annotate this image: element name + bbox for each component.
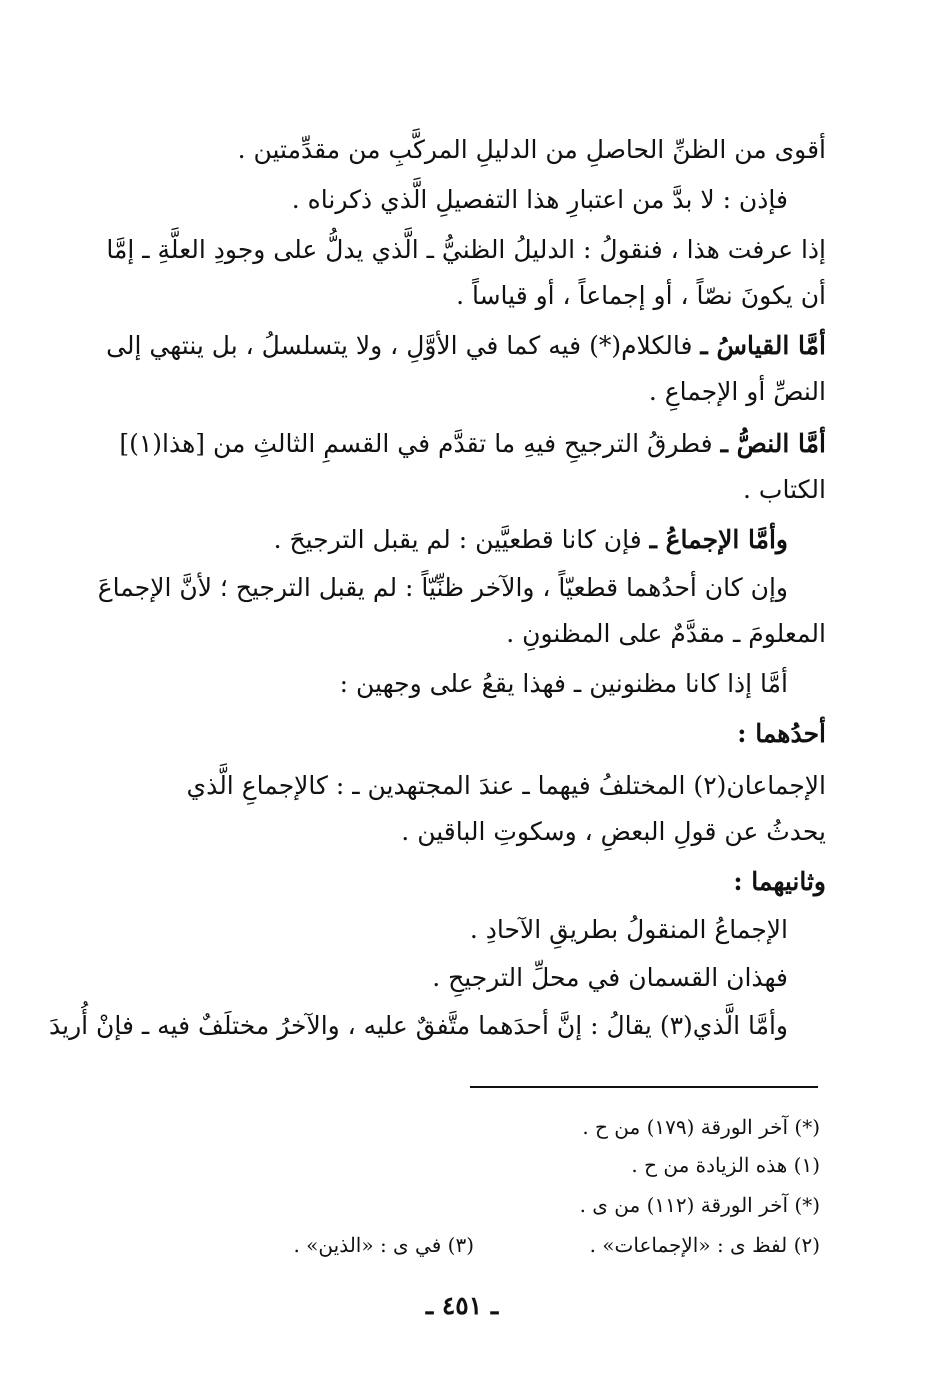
line-text: وإن كان أحدُهما قطعيّاً ، والآخر ظنِّيّاً : لم يقبل الترجيح ؛ لأنَّ الإجماعَ (97, 573, 788, 602)
line-text: أقوى من الظنِّ الحاصلِ من الدليلِ المركَّبِ من مقدِّمتين . (237, 135, 826, 164)
heading-first: أحدُهما : (737, 719, 826, 748)
footnote-text: (٢) لفظ ى : «الإجماعات» . (589, 1233, 820, 1257)
body-line-9 (274, 520, 788, 560)
section-lead-qiyas: أمَّا القياسُ ـ (700, 331, 826, 360)
body-line-10 (98, 568, 788, 608)
line-text: فالكلام(*) فيه كما في الأوَّلِ ، ولا يتسلسلُ ، بل ينتهي إلى (106, 331, 693, 360)
footnote-3 (580, 1188, 820, 1222)
body-line-16 (733, 862, 826, 902)
line-text: الكتاب . (743, 475, 826, 504)
body-line-17 (470, 910, 788, 950)
body-line-6 (649, 372, 826, 412)
body-line-5 (106, 326, 826, 366)
heading-second: وثانيهما : (733, 867, 826, 896)
body-line-4 (456, 276, 826, 316)
footnote-1 (582, 1110, 820, 1144)
line-text: فطرقُ الترجيحِ فيهِ ما تقدَّم في القسمِ الثالثِ من [هذا(١)] (119, 429, 713, 458)
footnote-text: (١) هذه الزيادة من ح . (631, 1153, 820, 1177)
body-line-8 (743, 470, 826, 510)
line-text: فإن كانا قطعيَّين : لم يقبل الترجيحَ . (273, 525, 642, 554)
footnote-text: (٣) في ى : «الذين» . (293, 1233, 474, 1257)
body-line-7 (119, 424, 826, 464)
section-lead-ijma: وأمَّا الإجماعُ ـ (649, 525, 788, 554)
page-number: ـ ٤٥١ ـ (425, 1291, 499, 1320)
body-line-3 (106, 230, 826, 270)
line-text: وأمَّا الَّذي(٣) يقالُ : إنَّ أحدَهما متَّفقٌ عليه ، والآخرُ مختلَفٌ فيه ـ فإنْ أُريدَ (48, 1011, 788, 1040)
line-text: فإذن : لا بدَّ من اعتبارِ هذا التفصيلِ الَّذي ذكرناه . (291, 185, 788, 214)
body-line-1 (238, 130, 826, 170)
line-text: إذا عرفت هذا ، فنقولُ : الدليلُ الظنيُّ ـ الَّذي يدلُّ على وجودِ العلَّةِ ـ إمَّا (106, 235, 826, 264)
line-text: الإجماعُ المنقولُ بطريقِ الآحادِ . (469, 915, 788, 944)
body-line-14 (187, 766, 827, 806)
footnote-4 (590, 1228, 820, 1262)
body-text (48, 0, 826, 1060)
line-text: الإجماعان(٢) المختلفُ فيهما ـ عندَ المجتهدين ـ : كالإجماعِ الَّذي (186, 771, 826, 800)
body-line-15 (401, 812, 826, 852)
footnote-5 (293, 1228, 474, 1262)
footnote-text: (*) آخر الورقة (١٧٩) من ح . (582, 1115, 820, 1139)
body-line-19 (49, 1006, 788, 1046)
body-line-11 (506, 614, 826, 654)
line-text: أن يكونَ نصّاً ، أو إجماعاً ، أو قياساً . (456, 281, 826, 310)
line-text: أمَّا إذا كانا مظنونين ـ فهذا يقعُ على وجهين : (339, 669, 788, 698)
line-text: يحدثُ عن قولِ البعضِ ، وسكوتِ الباقين . (401, 817, 826, 846)
body-line-2 (292, 180, 788, 220)
line-text: فهذان القسمان في محلِّ الترجيحِ . (432, 963, 788, 992)
footnote-text: (*) آخر الورقة (١١٢) من ى . (579, 1193, 820, 1217)
footnote-2 (631, 1148, 820, 1182)
line-text: النصِّ أو الإجماعِ . (648, 377, 826, 406)
body-line-13 (737, 714, 826, 754)
footnote-divider (470, 1086, 818, 1088)
line-text: المعلومَ ـ مقدَّمٌ على المظنونِ . (506, 619, 826, 648)
section-lead-nass: أمَّا النصُّ ـ (720, 429, 826, 458)
body-line-12 (340, 664, 788, 704)
body-line-18 (432, 958, 788, 998)
